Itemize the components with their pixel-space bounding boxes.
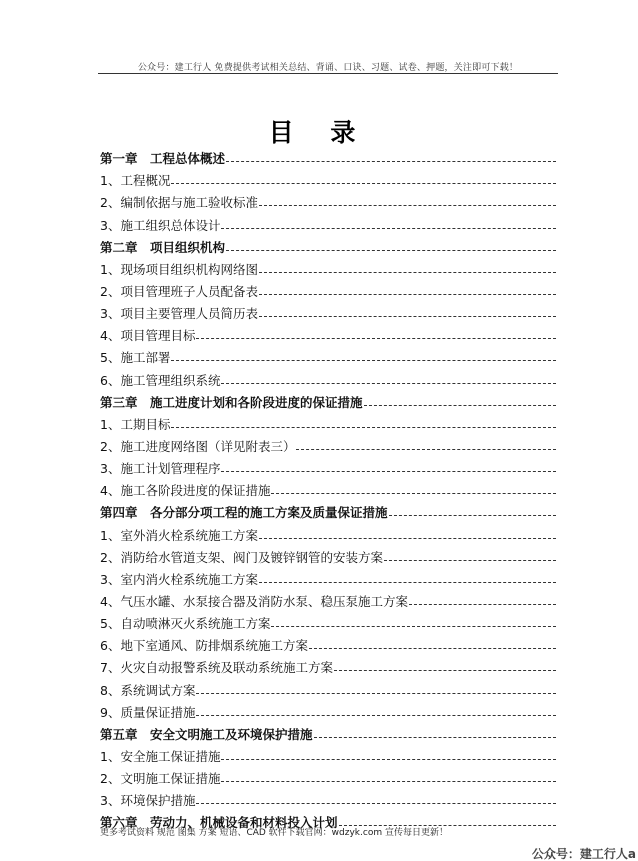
toc-dot-leader (271, 493, 556, 494)
toc-item[interactable] (100, 411, 556, 433)
toc-dot-leader (364, 405, 556, 406)
toc-item[interactable] (100, 366, 556, 388)
toc-dot-leader (259, 272, 556, 273)
toc-item[interactable] (100, 544, 556, 566)
toc-dot-leader (259, 582, 556, 583)
toc-dot-leader (384, 560, 556, 561)
toc-item[interactable] (100, 699, 556, 721)
toc-dot-leader (221, 471, 556, 472)
toc-item[interactable] (100, 521, 556, 543)
toc-dot-leader (259, 294, 556, 295)
toc-entry-label: 1、工期目标 (100, 416, 171, 432)
toc-entry-label: 7、火灾自动报警系统及联动系统施工方案 (100, 660, 333, 676)
toc-item[interactable] (100, 189, 556, 211)
toc-chapter[interactable] (100, 499, 556, 521)
toc-item[interactable] (100, 477, 556, 499)
toc-entry-label: 第一章 工程总体概述 (100, 151, 226, 167)
toc-item[interactable] (100, 344, 556, 366)
toc-dot-leader (221, 383, 556, 384)
toc-dot-leader (221, 759, 556, 760)
toc-dot-leader (259, 538, 556, 539)
toc-entry-label: 5、自动喷淋灭火系统施工方案 (100, 616, 271, 632)
toc-chapter[interactable] (100, 721, 556, 743)
toc-item[interactable] (100, 654, 556, 676)
toc-dot-leader (171, 183, 556, 184)
toc-dot-leader (226, 161, 556, 162)
toc-entry-label: 3、施工组织总体设计 (100, 217, 221, 233)
toc-dot-leader (409, 604, 556, 605)
toc-item[interactable] (100, 743, 556, 765)
toc-dot-leader (221, 228, 556, 229)
toc-dot-leader (196, 715, 556, 716)
toc-entry-label: 3、环境保护措施 (100, 793, 196, 809)
toc-entry-label: 1、现场项目组织机构网络图 (100, 261, 258, 277)
toc-item[interactable] (100, 588, 556, 610)
toc-entry-label: 3、室内消火栓系统施工方案 (100, 571, 258, 587)
toc-entry-label: 2、施工进度网络图（详见附表三） (100, 438, 296, 454)
toc-item[interactable] (100, 256, 556, 278)
toc-item[interactable] (100, 632, 556, 654)
toc-entry-label: 第二章 项目组织机构 (100, 239, 226, 255)
toc-item[interactable] (100, 300, 556, 322)
toc-item[interactable] (100, 610, 556, 632)
toc-entry-label: 5、施工部署 (100, 350, 171, 366)
toc-dot-leader (334, 670, 556, 671)
toc-item[interactable] (100, 455, 556, 477)
toc-item[interactable] (100, 787, 556, 809)
toc-item[interactable] (100, 322, 556, 344)
toc-entry-label: 2、消防给水管道支架、阀门及镀锌钢管的安装方案 (100, 549, 383, 565)
toc-item[interactable] (100, 211, 556, 233)
table-of-contents (100, 145, 556, 831)
toc-dot-leader (171, 360, 556, 361)
footer-note: 更多考试资料 规范 图集 方案 短语、CAD 软件下载官网：wdzyk.com 宣传每日更新！ (100, 828, 448, 838)
toc-entry-label: 2、文明施工保证措施 (100, 771, 221, 787)
toc-dot-leader (389, 515, 556, 516)
toc-dot-leader (259, 205, 556, 206)
header-note: 公众号：建工行人 免费提供考试相关总结、背诵、口诀、习题、试卷、押题，关注即可下载！ (137, 63, 519, 73)
toc-entry-label: 1、工程概况 (100, 173, 171, 189)
toc-dot-leader (259, 316, 556, 317)
toc-entry-label: 6、地下室通风、防排烟系统施工方案 (100, 638, 308, 654)
toc-entry-label: 4、项目管理目标 (100, 328, 196, 344)
toc-dot-leader (196, 803, 556, 804)
toc-entry-label: 4、施工各阶段进度的保证措施 (100, 483, 271, 499)
toc-dot-leader (271, 626, 556, 627)
toc-entry-label: 2、编制依据与施工验收标准 (100, 195, 258, 211)
toc-dot-leader (221, 781, 556, 782)
toc-entry-label: 第五章 安全文明施工及环境保护措施 (100, 726, 313, 742)
toc-item[interactable] (100, 278, 556, 300)
toc-entry-label: 1、室外消火栓系统施工方案 (100, 527, 258, 543)
header-divider (98, 73, 558, 74)
toc-chapter[interactable] (100, 389, 556, 411)
toc-entry-label: 3、施工计划管理程序 (100, 461, 221, 477)
toc-entry-label: 1、安全施工保证措施 (100, 748, 221, 764)
toc-entry-label: 4、气压水罐、水泵接合器及消防水泵、稳压泵施工方案 (100, 593, 408, 609)
page-title: 目 录 (268, 118, 370, 147)
toc-item[interactable] (100, 765, 556, 787)
toc-dot-leader (196, 693, 556, 694)
toc-entry-label: 3、项目主要管理人员简历表 (100, 306, 258, 322)
toc-item[interactable] (100, 676, 556, 698)
toc-chapter[interactable] (100, 234, 556, 256)
watermark: 公众号：建工行人a (531, 847, 636, 861)
toc-item[interactable] (100, 433, 556, 455)
toc-dot-leader (171, 427, 556, 428)
toc-entry-label: 第四章 各分部分项工程的施工方案及质量保证措施 (100, 505, 388, 521)
toc-dot-leader (314, 737, 556, 738)
toc-chapter[interactable] (100, 145, 556, 167)
toc-entry-label: 9、质量保证措施 (100, 704, 196, 720)
toc-dot-leader (296, 449, 556, 450)
toc-entry-label: 第三章 施工进度计划和各阶段进度的保证措施 (100, 394, 363, 410)
toc-dot-leader (226, 250, 556, 251)
toc-entry-label: 第六章 劳动力、机械设备和材料投入计划 (100, 815, 338, 831)
toc-dot-leader (309, 648, 556, 649)
toc-item[interactable] (100, 167, 556, 189)
toc-entry-label: 2、项目管理班子人员配备表 (100, 283, 258, 299)
toc-item[interactable] (100, 566, 556, 588)
toc-dot-leader (196, 338, 556, 339)
toc-entry-label: 8、系统调试方案 (100, 682, 196, 698)
toc-entry-label: 6、施工管理组织系统 (100, 372, 221, 388)
